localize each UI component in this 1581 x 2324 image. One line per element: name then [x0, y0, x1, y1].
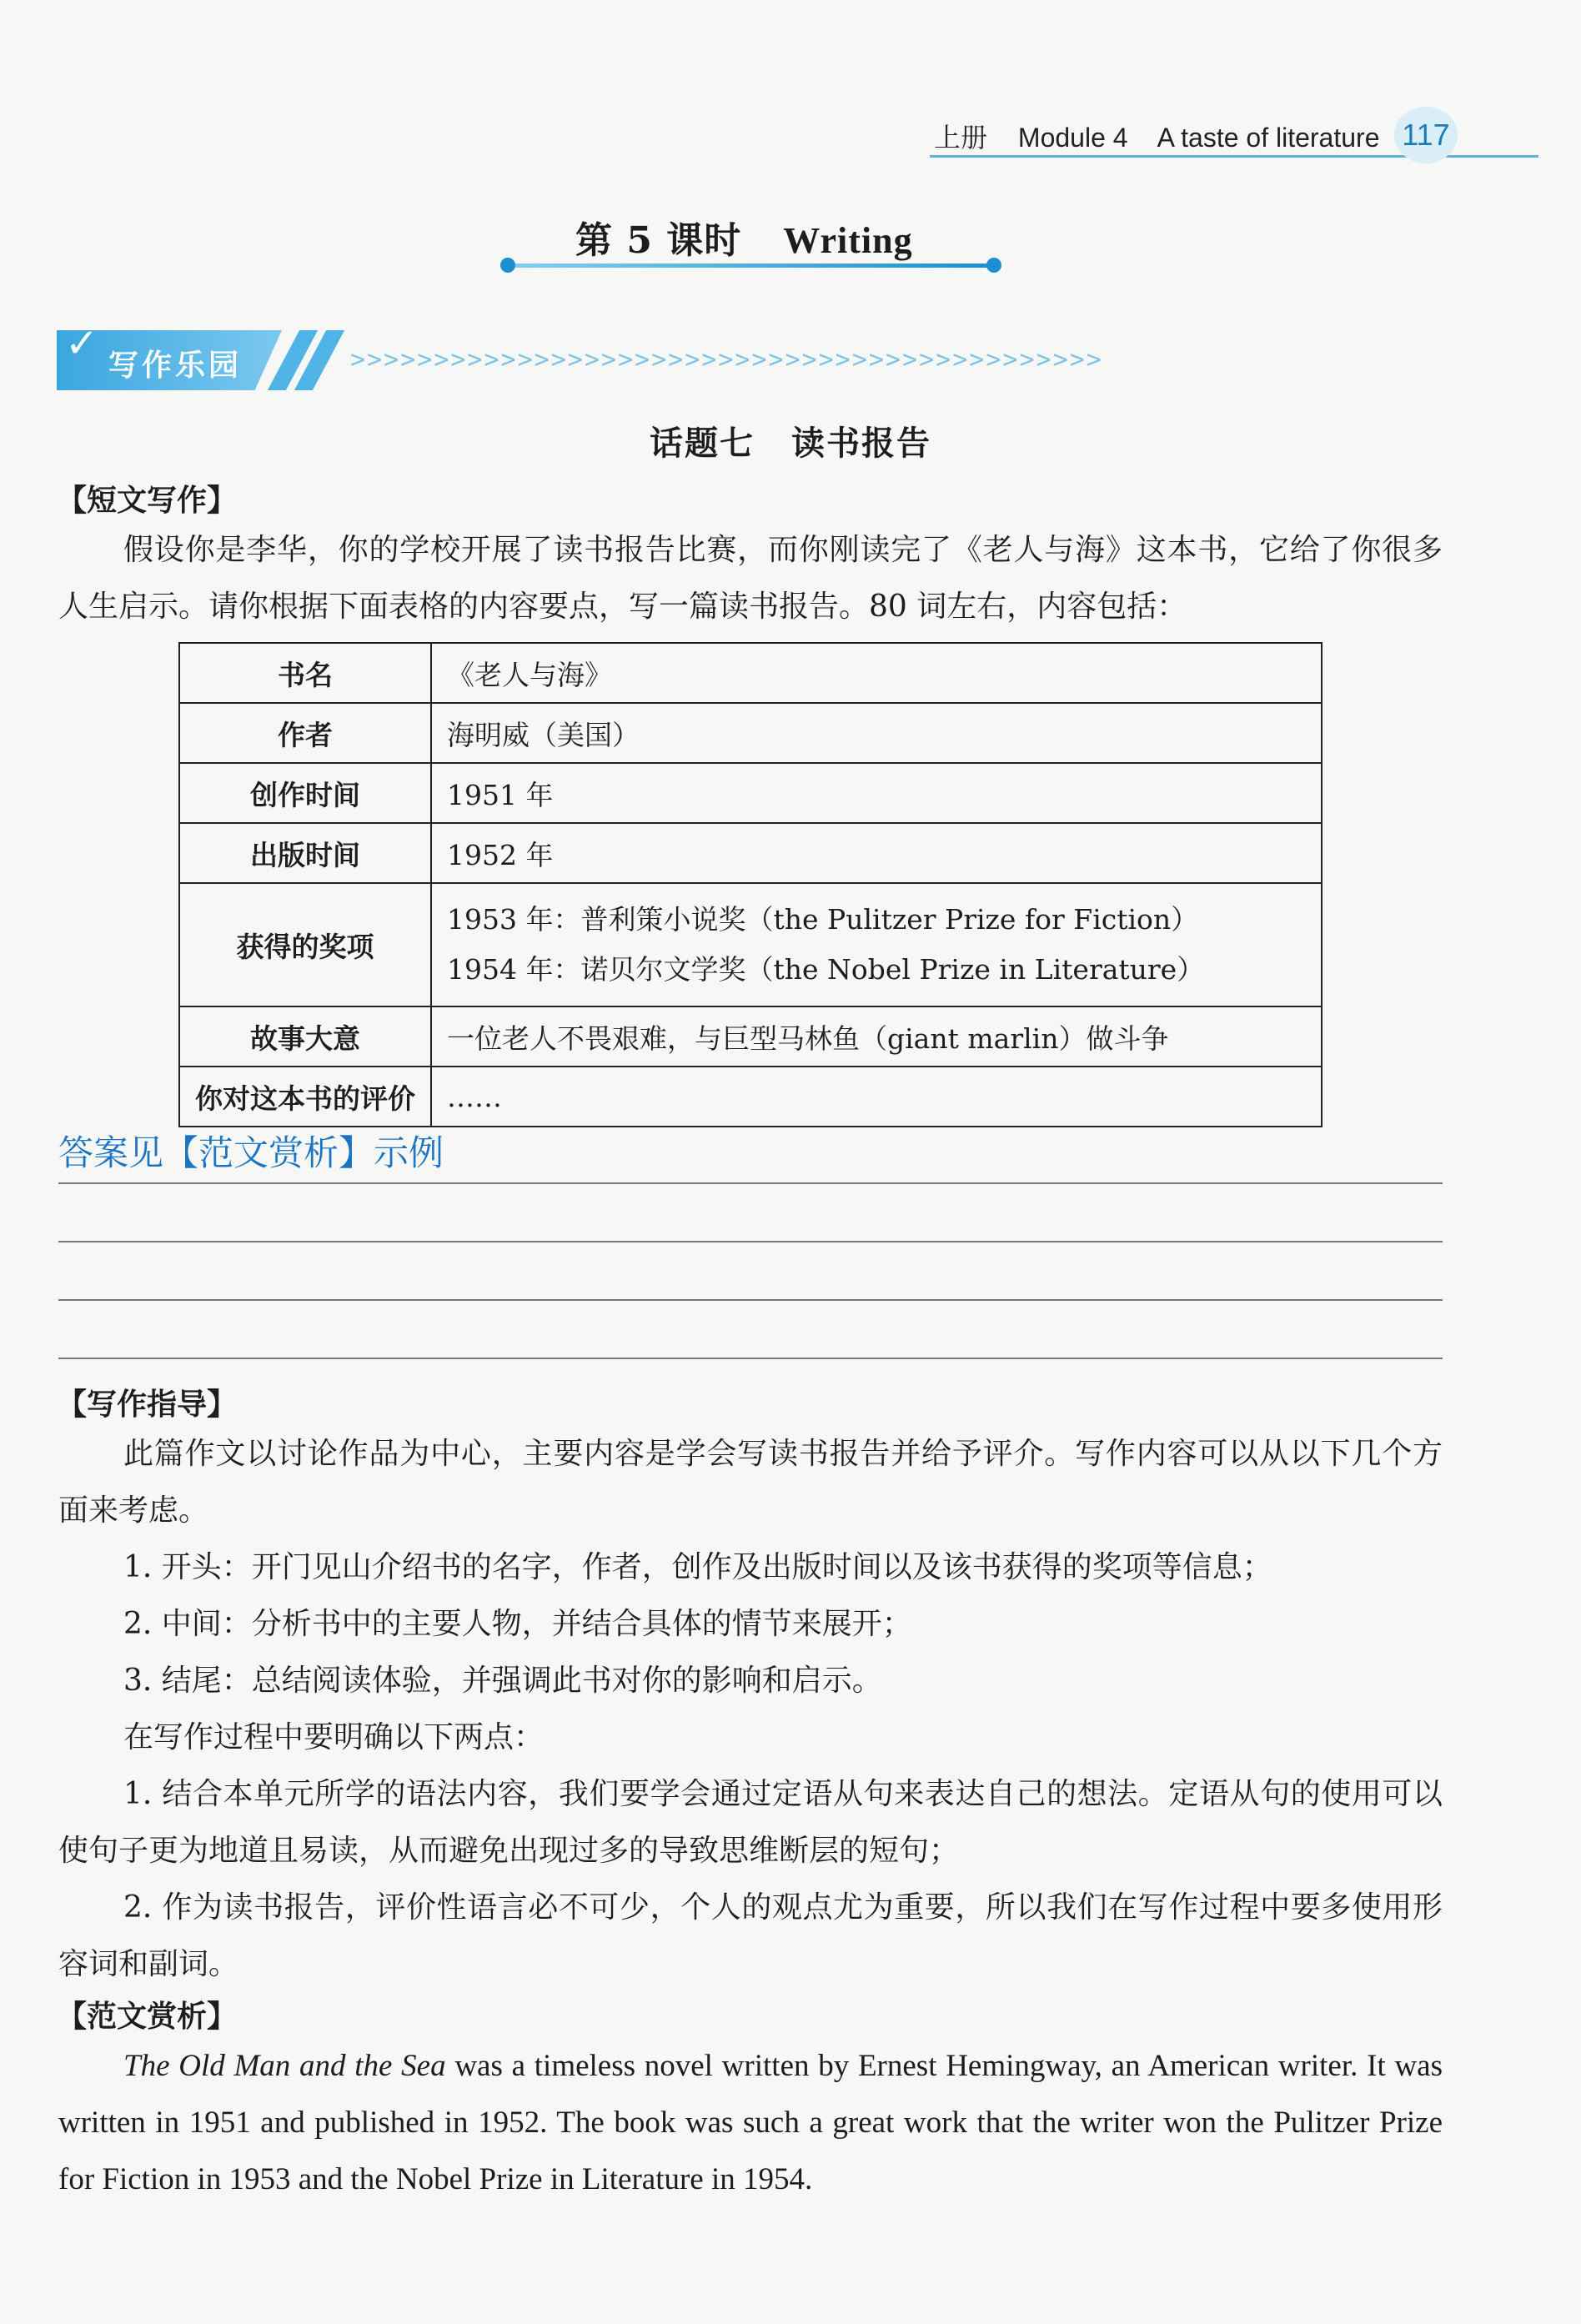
table-value: 一位老人不畏艰难，与巨型马林鱼（giant marlin）做斗争 — [431, 1006, 1322, 1067]
table-value: …… — [431, 1067, 1322, 1127]
table-key: 你对这本书的评价 — [179, 1067, 431, 1127]
title-dot-left — [500, 258, 515, 273]
guidance-note-intro: 在写作过程中要明确以下两点： — [123, 1720, 545, 1754]
table-value: 1951 年 — [431, 763, 1322, 823]
topic-name: 读书报告 — [791, 424, 931, 463]
writing-line — [58, 1299, 1443, 1301]
writing-line — [58, 1241, 1443, 1242]
table-row — [179, 823, 1322, 883]
page-number: 117 — [1394, 107, 1458, 163]
guidance-intro: 此篇作文以讨论作品为中心，主要内容是学会写读书报告并给予评介。写作内容可以从以下几个方面来考虑。 — [58, 1437, 1443, 1528]
topic-number: 话题七 — [650, 424, 755, 463]
model-essay-text: was a timeless novel written by Ernest Hemingway, an American writer. It was written in 1951 and published in 1952. The book was such a great work that the writer won the Pulitzer Prize for Fiction in 1953 and the Nobel Prize in Literature in 1954. — [58, 2049, 1443, 2196]
table-value: 《老人与海》 — [431, 643, 1322, 703]
table-key: 故事大意 — [179, 1006, 431, 1067]
writing-line — [58, 1358, 1443, 1359]
module-label: Module 4 — [1017, 123, 1128, 153]
running-header — [934, 117, 1403, 155]
short-writing-heading: 【短文写作】 — [57, 484, 238, 518]
banner-arrows: >>>>>>>>>>>>>>>>>>>>>>>>>>>>>>>>>>>>>>>>>>>>> — [350, 345, 1103, 374]
table-row — [179, 643, 1322, 703]
answer-note: 答案见【范文赏析】示例 — [58, 1132, 444, 1173]
model-essay — [58, 2038, 1443, 2208]
writing-prompt: 假设你是李华，你的学校开展了读书报告比赛，而你刚读完了《老人与海》这本书，它给了你很多人生启示。请你根据下面表格的内容要点，写一篇读书报告。80 词左右，内容包括： — [58, 533, 1443, 624]
table-key: 出版时间 — [179, 823, 431, 883]
table-row — [179, 763, 1322, 823]
topic-title — [0, 417, 1581, 464]
title-dot-right — [986, 258, 1001, 273]
table-row — [179, 1006, 1322, 1067]
book-info-table — [178, 642, 1323, 1127]
guidance-step: 3. 结尾：总结阅读体验，并强调此书对你的影响和启示。 — [123, 1664, 882, 1698]
lesson-label: 第 5 课时 — [575, 219, 742, 262]
book-title: The Old Man and the Sea — [123, 2049, 446, 2083]
table-value: 海明威（美国） — [431, 703, 1322, 763]
guidance-heading: 【写作指导】 — [57, 1388, 238, 1422]
table-row — [179, 883, 1322, 1006]
guidance-step: 2. 中间：分析书中的主要人物，并结合具体的情节来展开； — [123, 1607, 912, 1641]
writing-line — [58, 1182, 1443, 1184]
table-key: 书名 — [179, 643, 431, 703]
table-value: 1952 年 — [431, 823, 1322, 883]
award-line: 1953 年：普利策小说奖（the Pulitzer Prize for Fiction） — [447, 903, 1199, 936]
model-heading: 【范文赏析】 — [57, 2000, 238, 2034]
lesson-name: Writing — [783, 220, 913, 261]
lesson-title — [575, 210, 913, 264]
title-underline — [509, 264, 992, 268]
module-title: A taste of literature — [1157, 123, 1380, 153]
table-key: 作者 — [179, 703, 431, 763]
table-row — [179, 703, 1322, 763]
table-row — [179, 1067, 1322, 1127]
section-banner-label: 写作乐园 — [108, 349, 243, 383]
guidance-note: 2. 作为读书报告，评价性语言必不可少，个人的观点尤为重要，所以我们在写作过程中要多使用形容词和副词。 — [58, 1890, 1443, 1981]
table-key: 获得的奖项 — [179, 883, 431, 1006]
volume-label: 上册 — [934, 123, 988, 153]
table-key: 创作时间 — [179, 763, 431, 823]
guidance-note: 1. 结合本单元所学的语法内容，我们要学会通过定语从句来表达自己的想法。定语从句的使用可以使句子更为地道且易读，从而避免出现过多的导致思维断层的短句； — [58, 1777, 1443, 1868]
table-value — [431, 883, 1322, 1006]
award-line: 1954 年：诺贝尔文学奖（the Nobel Prize in Literature） — [447, 953, 1205, 986]
guidance-step: 1. 开头：开门见山介绍书的名字，作者，创作及出版时间以及该书获得的奖项等信息； — [123, 1550, 1272, 1584]
check-icon: ✓ — [65, 320, 99, 367]
